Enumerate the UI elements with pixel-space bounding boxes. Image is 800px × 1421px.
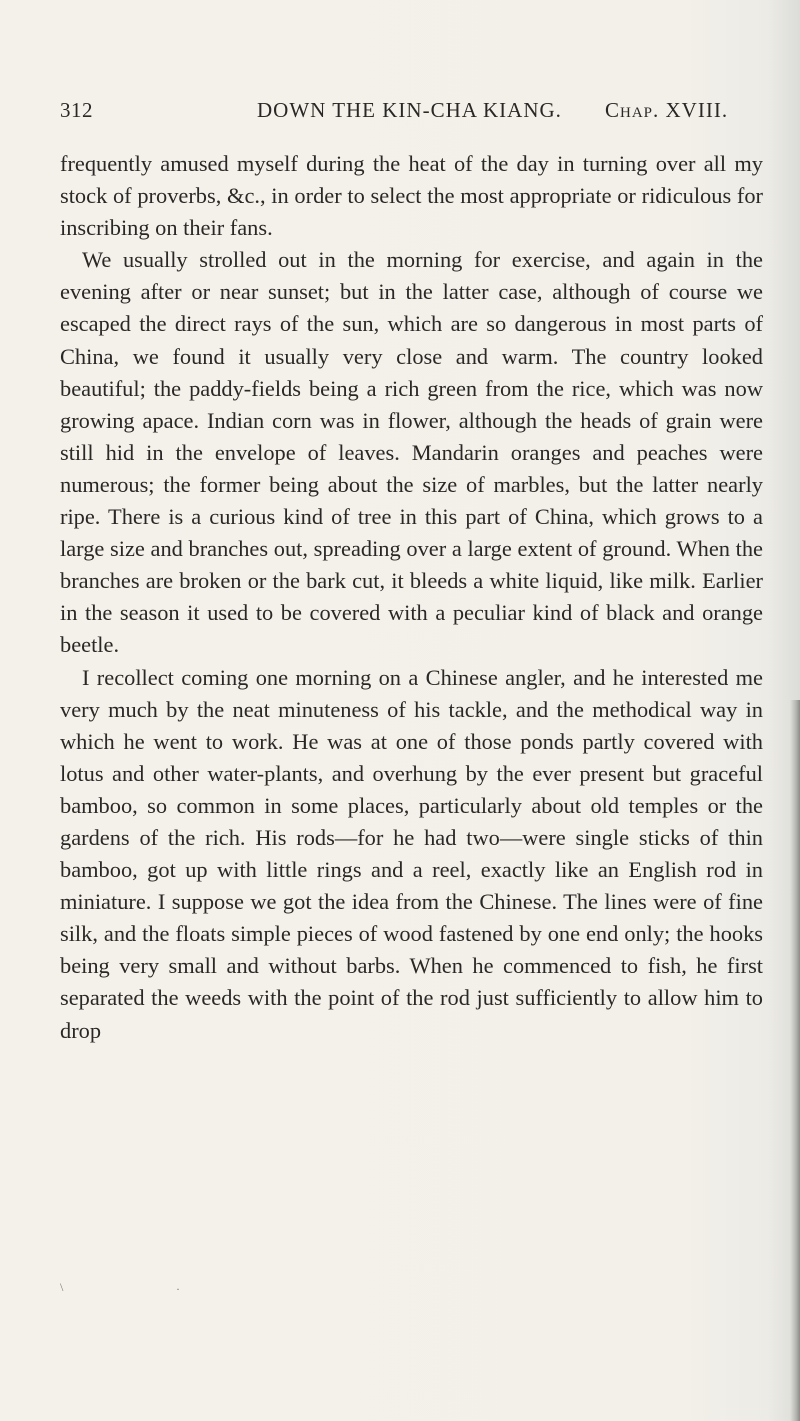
paragraph-chinese-angler: I recollect coming one morning on a Chinese angler, and he interested me very much by the neat minuteness of his tackle, and the methodical way in which he went to work. He was at one of those ponds partly covered with lotus and other water-plants, and overhung by the ever present but graceful bamboo, so common in some places, particularly about old temples or the gardens of the rich. His rods—for he had two—were single sticks of thin bamboo, got up with little rings and a reel, exactly like an English rod in miniature. I suppose we got the idea from the Chinese. The lines were of fine silk, and the floats simple pieces of wood fastened by one end only; the hooks being very small and without barbs. When he commenced to fish, he first separated the weeds with the point of the rod just sufficiently to allow him to drop (60, 664, 763, 1043)
paragraph-evening-strolls: We usually strolled out in the morning for exercise, and again in the evening after or near sunset; but in the latter case, although of course we escaped the direct rays of the sun, which are so dangerous in most parts of China, we found it usually very close and warm. The country looked beautiful; the paddy-fields being a rich green from the rice, which was now growing apace. Indian corn was in flower, although the heads of grain were still hid in the envelope of leaves. Mandarin oranges and peaches were numerous; the former being about the size of marbles, but the latter nearly ripe. There is a curious kind of tree in this part of China, which grows to a large size and branches out, spreading over a large extent of ground. When the branches are broken or the bark cut, it bleeds a white liquid, like milk. Earlier in the season it used to be covered with a peculiar kind of black and orange beetle. (60, 247, 763, 658)
running-header (60, 98, 760, 128)
chapter-label: Chap. XVIII. (605, 98, 729, 122)
body-text (60, 148, 763, 1047)
stray-mark: \ (60, 1280, 64, 1294)
page-number: 312 (60, 98, 93, 122)
running-title: DOWN THE KIN-CHA KIANG. (257, 98, 562, 122)
stray-mark: · (176, 1282, 180, 1296)
page-edge-shadow (790, 700, 800, 1421)
paragraph-continued: frequently amused myself during the heat of the day in turning over all my stock of proverbs, &c., in order to select the most appropriate or ridiculous for inscribing on their fans. (60, 151, 763, 241)
